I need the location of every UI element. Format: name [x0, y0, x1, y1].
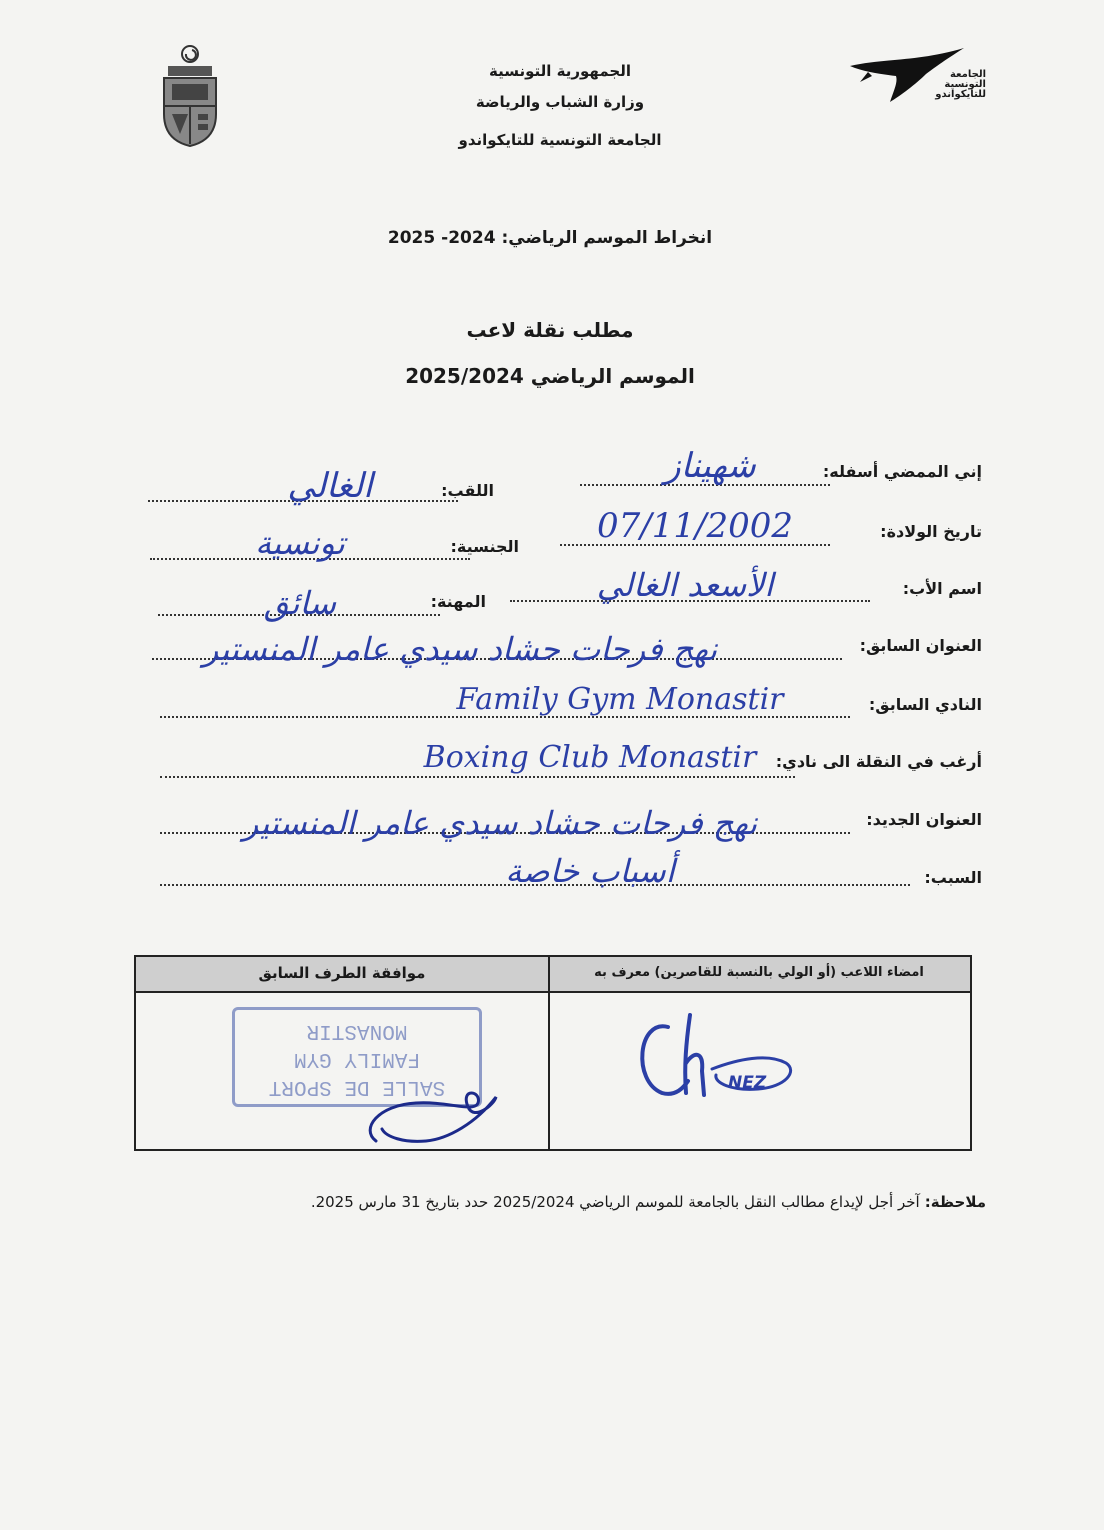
father-value: الأسعد الغالي — [596, 566, 774, 604]
fed-logo-line3: للتايكواندو — [935, 89, 986, 100]
player-signature-text: NEZ — [728, 1073, 767, 1093]
prev-address-value: نهج فرحات حشاد سيدي عامر المنستير — [202, 630, 718, 668]
birthdate-label: تاريخ الولادة: — [880, 522, 982, 541]
wish-label: أرغب في النقلة الى نادي: — [775, 752, 982, 771]
header-federation: الجامعة التونسية للتايكواندو — [458, 131, 662, 149]
stamp-line3: MONASTIR — [306, 1019, 408, 1042]
wish-value: Boxing Club Monastir — [423, 740, 757, 775]
reason-label: السبب: — [924, 868, 982, 887]
wish-line — [160, 776, 795, 778]
undersigned-label: إني الممضي أسفله: — [822, 462, 982, 481]
federation-logo-text — [910, 70, 986, 100]
nationality-value: تونسية — [255, 524, 345, 562]
tunisia-emblem — [158, 44, 222, 148]
note-label: ملاحظة: — [924, 1193, 986, 1211]
birthdate-value: 07/11/2002 — [597, 506, 793, 546]
prev-address-label: العنوان السابق: — [859, 636, 982, 655]
federation-logo — [846, 44, 986, 114]
player-signature — [628, 1013, 828, 1109]
form-subtitle: الموسم الرياضي 2025/2024 — [405, 364, 695, 388]
new-address-value: نهج فرحات حشاد سيدي عامر المنستير — [242, 804, 758, 842]
stamp-line2: FAMILY GYM — [293, 1047, 421, 1070]
col-previous-header: موافقة الطرف السابق — [140, 959, 544, 987]
job-label: المهنة: — [430, 592, 486, 611]
father-label: اسم الأب: — [902, 579, 982, 598]
surname-value: الغالي — [287, 466, 373, 506]
col-player-header: امضاء اللاعب (أو الولي بالنسبة للقاصرين) معرف به — [552, 959, 966, 987]
undersigned-value: شهيناز — [664, 446, 756, 486]
note-text: آخر أجل لإيداع مطالب النقل بالجامعة للموسم الرياضي 2025/2024 حدد بتاريخ 31 مارس 2025. — [310, 1193, 920, 1211]
fed-logo-line2: التونسية — [944, 79, 986, 90]
prev-club-value: Family Gym Monastir — [456, 682, 784, 717]
previous-party-signature — [356, 1067, 506, 1151]
nationality-label: الجنسية: — [450, 537, 519, 556]
season-line: انخراط الموسم الرياضي: 2024- 2025 — [387, 228, 713, 248]
table-divider — [548, 957, 550, 1149]
fed-logo-line1: الجامعة — [949, 69, 986, 80]
prev-club-label: النادي السابق: — [868, 695, 982, 714]
stamp-line1: SALLE DE SPORT — [268, 1075, 446, 1098]
job-value: سائق — [263, 584, 337, 622]
header-republic: الجمهورية التونسية — [489, 62, 631, 80]
header-ministry: وزارة الشباب والرياضة — [475, 93, 645, 111]
reason-value: أسباب خاصة — [505, 852, 675, 890]
form-title: مطلب نقلة لاعب — [466, 318, 634, 342]
signature-table — [134, 955, 972, 1151]
new-address-label: العنوان الجديد: — [866, 810, 982, 829]
footer-note — [311, 1192, 986, 1211]
surname-label: اللقب: — [441, 481, 494, 500]
